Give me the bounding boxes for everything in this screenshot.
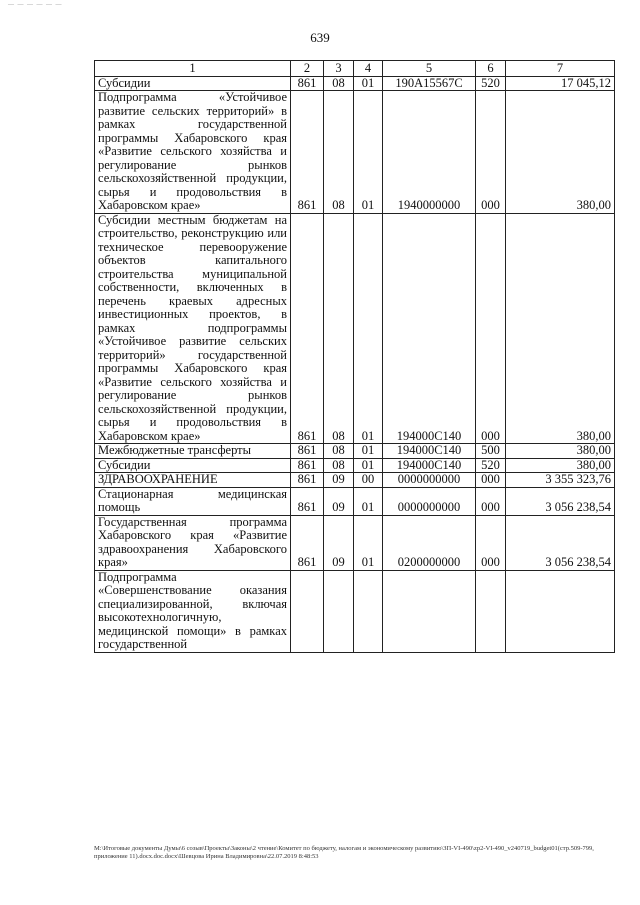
code-expense-type: 000 [476,213,506,444]
code-section: 08 [324,458,354,473]
table-row [95,213,615,444]
row-name: Субсидии [95,76,291,91]
table-header-row [95,61,615,77]
top-scan-marks: — — — — — — [8,2,63,8]
code-target: 0000000000 [383,487,476,515]
code-expense-type: 000 [476,473,506,488]
row-name: Субсидии местным бюджетам на строительство, реконструкцию или техническое перевооружение объектов капитального строительства муниципальной собственности, включенных в перечень краевых адресных инвестиционных проектов, в рамках подпрограммы «Устойчивое развитие сельских территорий» государственной программы Хабаровского края «Развитие сельского хозяйства и регулирование рынков сельскохозяйственной продукции, сырья и продовольствия в Хабаровском крае» [95,213,291,444]
code-target: 194000С140 [383,458,476,473]
table-row [95,570,615,652]
header-cell: 2 [291,61,324,77]
code-ministry: 861 [291,213,324,444]
row-name: Государственная программа Хабаровского края «Развитие здравоохранения Хабаровского края» [95,515,291,570]
code-section: 08 [324,76,354,91]
code-target [383,570,476,652]
code-section: 09 [324,487,354,515]
table-row [95,515,615,570]
code-expense-type [476,570,506,652]
code-ministry: 861 [291,458,324,473]
table-row [95,487,615,515]
code-section: 09 [324,515,354,570]
table-row [95,444,615,459]
code-subsection: 01 [354,458,383,473]
row-name: ЗДРАВООХРАНЕНИЕ [95,473,291,488]
amount [506,570,615,652]
code-section: 08 [324,444,354,459]
code-target: 194000С140 [383,444,476,459]
code-expense-type: 000 [476,515,506,570]
row-name: Субсидии [95,458,291,473]
header-cell: 4 [354,61,383,77]
code-subsection: 00 [354,473,383,488]
header-cell: 5 [383,61,476,77]
code-ministry: 861 [291,444,324,459]
code-target: 0000000000 [383,473,476,488]
code-section: 08 [324,213,354,444]
code-subsection: 01 [354,76,383,91]
code-subsection [354,570,383,652]
page-number: 639 [310,30,330,45]
code-ministry: 861 [291,487,324,515]
amount: 380,00 [506,213,615,444]
code-subsection: 01 [354,444,383,459]
code-ministry: 861 [291,76,324,91]
code-subsection: 01 [354,91,383,214]
header-cell: 6 [476,61,506,77]
table-row [95,458,615,473]
row-name: Межбюджетные трансферты [95,444,291,459]
code-expense-type: 000 [476,487,506,515]
code-target: 190А15567С [383,76,476,91]
code-ministry: 861 [291,515,324,570]
amount: 380,00 [506,444,615,459]
code-section [324,570,354,652]
budget-table [94,60,615,653]
code-subsection: 01 [354,487,383,515]
header-cell: 1 [95,61,291,77]
amount: 17 045,12 [506,76,615,91]
code-section: 09 [324,473,354,488]
amount: 3 355 323,76 [506,473,615,488]
code-subsection: 01 [354,213,383,444]
code-section: 08 [324,91,354,214]
code-target: 0200000000 [383,515,476,570]
header-cell: 3 [324,61,354,77]
amount: 380,00 [506,458,615,473]
amount: 3 056 238,54 [506,515,615,570]
code-expense-type: 500 [476,444,506,459]
code-ministry [291,570,324,652]
amount: 3 056 238,54 [506,487,615,515]
code-target: 1940000000 [383,91,476,214]
code-ministry: 861 [291,91,324,214]
row-name: Стационарная медицинская помощь [95,487,291,515]
header-cell: 7 [506,61,615,77]
row-name: Подпрограмма «Устойчивое развитие сельских территорий» в рамках государственной программы Хабаровского края «Развитие сельского хозяйства и регулирование рынков сельскохозяйственной продукции, сырья и продовольствия в Хабаровском крае» [95,91,291,214]
table-row [95,91,615,214]
code-expense-type: 000 [476,91,506,214]
table-row [95,473,615,488]
row-name: Подпрограмма «Совершенствование оказания специализированной, включая высокотехнологичную, медицинской помощи» в рамках государственной [95,570,291,652]
code-target: 194000С140 [383,213,476,444]
table-row [95,76,615,91]
code-ministry: 861 [291,473,324,488]
code-expense-type: 520 [476,76,506,91]
code-subsection: 01 [354,515,383,570]
document-path-footer: М:\Итоговые документы Думы\6 созыв\Проекты\Законы\2 чтение\Комитет по бюджету, налогам и экономическому развитию\ЗП-VI-490\zp2-VI-490_v240719_budget01(стр.509-799, приложение 11).docx.doc.docx\Шевцова Ирина Владимировна\22.07.2019 8:48:53 [94,845,594,860]
code-expense-type: 520 [476,458,506,473]
amount: 380,00 [506,91,615,214]
